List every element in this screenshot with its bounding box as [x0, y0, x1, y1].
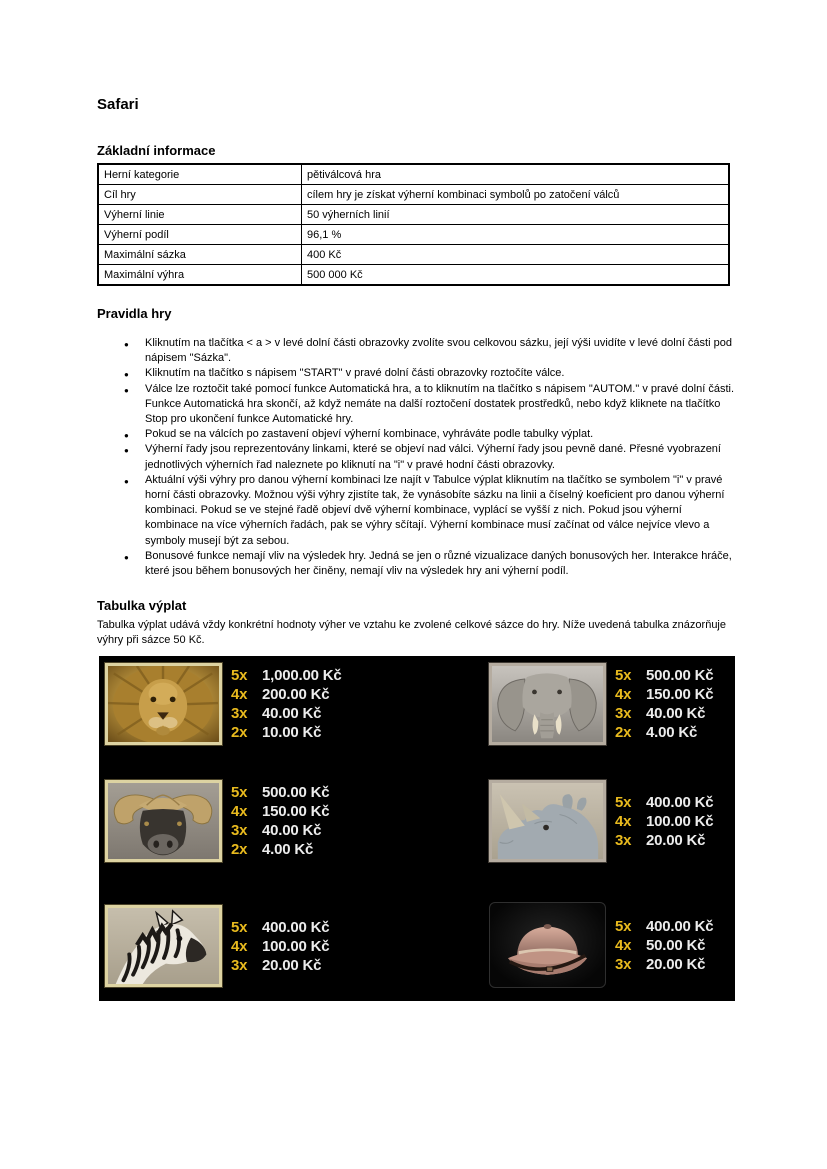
info-label: Cíl hry: [98, 185, 302, 205]
rhino-symbol-image: [489, 780, 606, 862]
win-multiplier: 4x: [231, 937, 248, 955]
elephant-symbol-image: [489, 663, 606, 745]
section-heading-rules: Pravidla hry: [97, 306, 172, 321]
zebra-symbol-image: [105, 905, 222, 987]
zebra-paytable-values: [231, 918, 329, 975]
win-amount: 20.00 Kč: [646, 831, 706, 849]
paytable-cell-zebra: [105, 905, 329, 987]
win-multiplier: 3x: [231, 705, 248, 722]
win-multiplier: 5x: [615, 667, 632, 684]
win-multiplier: 3x: [615, 705, 632, 722]
win-multiplier: 5x: [231, 784, 248, 801]
table-row: [98, 265, 729, 286]
win-amount: 50.00 Kč: [646, 936, 706, 954]
rule-item: ● Aktuální výši výhry pro danou výherní kombinaci lze najít v Tabulce výplat kliknutím na tlačítko se symbolem "i" v pravé horní části obrazovky. Možnou výši výhry zjistíte tak, že vynásobíte sázku na linii a číselný koeficient pro danou výherní kombinaci. Pokud se ve stejné řadě objeví dvě výherní kombinace, vyplácí se vyšší z nich. Pokud jsou výherní kombinace na více výherních řadách, pak se výhry sčítají. Výherní kombinace musí začínat od válce nejvíce vlevo a symboly musejí být za sebou.: [97, 473, 735, 549]
lion-symbol-image: [105, 663, 222, 745]
win-multiplier: 5x: [231, 918, 248, 936]
rule-item: ● Kliknutím na tlačítko s nápisem "START" v pravé dolní části obrazovky roztočíte válce.: [97, 366, 735, 381]
buffalo-symbol-image: [105, 780, 222, 862]
paytable-win-row: [231, 783, 329, 802]
buffalo-paytable-values: [231, 783, 329, 859]
elephant-paytable-values: [615, 666, 713, 742]
paytable-win-row: [615, 831, 713, 850]
info-value: 400 Kč: [302, 245, 730, 265]
table-row: [98, 164, 729, 185]
helmet-paytable-values: [615, 917, 713, 974]
paytable-cell-lion: [105, 663, 342, 745]
win-multiplier: 3x: [615, 955, 632, 973]
win-amount: 100.00 Kč: [262, 937, 330, 955]
info-value: cílem hry je získat výherní kombinaci symbolů po zatočení válců: [302, 185, 730, 205]
win-amount: 500.00 Kč: [262, 784, 330, 801]
win-amount: 150.00 Kč: [646, 686, 714, 703]
win-amount: 500.00 Kč: [646, 667, 714, 684]
win-amount: 400.00 Kč: [262, 918, 330, 936]
rule-item: ● Kliknutím na tlačítka < a > v levé dolní části obrazovky zvolíte svou celkovou sázku, její výši uvidíte v levé dolní části pod nápisem "Sázka".: [97, 336, 735, 366]
win-multiplier: 4x: [615, 686, 632, 703]
win-multiplier: 3x: [615, 831, 632, 849]
rule-item: ● Pokud se na válcích po zastavení objeví výherní kombinace, vyhráváte podle tabulky výplat.: [97, 427, 735, 442]
win-multiplier: 3x: [231, 822, 248, 839]
paytable-win-row: [231, 802, 329, 821]
helmet-symbol-image: [496, 909, 600, 981]
paytable-win-row: [231, 956, 329, 975]
info-label: Maximální výhra: [98, 265, 302, 286]
paytable-win-row: [615, 812, 713, 831]
helmet-tile: [489, 902, 606, 988]
win-multiplier: 5x: [615, 917, 632, 935]
win-amount: 400.00 Kč: [646, 793, 714, 811]
paytable-win-row: [615, 666, 713, 685]
rules-list: [97, 336, 735, 579]
paytable-win-row: [231, 704, 342, 723]
win-multiplier: 4x: [615, 936, 632, 954]
table-row: [98, 185, 729, 205]
rule-item: ● Bonusové funkce nemají vliv na výsledek hry. Jedná se jen o různé vizualizace daných bonusových her. Interakce hráče, které jsou během bonusových her činěny, nemají vliv na výsledek hry ani výherní podíl.: [97, 549, 735, 579]
section-heading-basic-info: Základní informace: [97, 143, 216, 158]
paytable-win-row: [231, 821, 329, 840]
win-multiplier: 2x: [231, 841, 248, 858]
paytable-win-row: [231, 918, 329, 937]
win-amount: 100.00 Kč: [646, 812, 714, 830]
win-multiplier: 4x: [231, 803, 248, 820]
section-heading-paytable: Tabulka výplat: [97, 598, 187, 613]
paytable-win-row: [615, 917, 713, 936]
win-amount: 10.00 Kč: [262, 724, 322, 741]
info-value: pětiválcová hra: [302, 164, 730, 185]
paytable-win-row: [615, 723, 713, 742]
rhino-paytable-values: [615, 793, 713, 850]
paytable-panel: [99, 656, 735, 1001]
win-multiplier: 2x: [231, 724, 248, 741]
win-amount: 1,000.00 Kč: [262, 667, 342, 684]
paytable-win-row: [615, 704, 713, 723]
win-multiplier: 3x: [231, 956, 248, 974]
win-amount: 400.00 Kč: [646, 917, 714, 935]
info-value: 500 000 Kč: [302, 265, 730, 286]
paytable-win-row: [615, 685, 713, 704]
win-multiplier: 5x: [231, 667, 248, 684]
paytable-win-row: [615, 955, 713, 974]
table-row: [98, 245, 729, 265]
paytable-win-row: [615, 793, 713, 812]
page-title: Safari: [97, 96, 139, 113]
paytable-win-row: [231, 937, 329, 956]
paytable-description: Tabulka výplat udává vždy konkrétní hodnoty výher ve vztahu ke zvolené celkové sázce do hry. Níže uvedená tabulka znázorňuje výhry při sázce 50 Kč.: [97, 619, 726, 647]
win-amount: 20.00 Kč: [262, 956, 322, 974]
rule-item: ● Výherní řady jsou reprezentovány linkami, které se objeví nad válci. Výherní řady jsou pevně dané. Přesné vyobrazení jednotlivých výherních řad naleznete po kliknutí na "i" v pravé hodní části obrazovky.: [97, 442, 735, 472]
lion-paytable-values: [231, 666, 342, 742]
paytable-win-row: [231, 723, 342, 742]
win-amount: 200.00 Kč: [262, 686, 330, 703]
info-label: Výherní podíl: [98, 225, 302, 245]
win-multiplier: 4x: [231, 686, 248, 703]
paytable-cell-elephant: [489, 663, 713, 745]
win-amount: 20.00 Kč: [646, 955, 706, 973]
paytable-cell-buffalo: [105, 780, 329, 862]
info-label: Maximální sázka: [98, 245, 302, 265]
win-multiplier: 2x: [615, 724, 632, 741]
rule-item: ● Válce lze roztočit také pomocí funkce Automatická hra, a to kliknutím na tlačítko s nápisem "AUTOM." v pravé dolní části. Funkce Automatická hra skončí, až když nemáte na další roztočení dostatek prostředků, nebo když kliknete na tlačítko Stop pro ukončení funkce Automatické hry.: [97, 382, 735, 428]
info-label: Herní kategorie: [98, 164, 302, 185]
win-multiplier: 4x: [615, 812, 632, 830]
paytable-win-row: [231, 666, 342, 685]
win-multiplier: 5x: [615, 793, 632, 811]
paytable-cell-rhino: [489, 780, 713, 862]
win-amount: 40.00 Kč: [646, 705, 706, 722]
win-amount: 4.00 Kč: [646, 724, 698, 741]
table-row: [98, 205, 729, 225]
win-amount: 150.00 Kč: [262, 803, 330, 820]
info-value: 50 výherních linií: [302, 205, 730, 225]
paytable-win-row: [231, 840, 329, 859]
win-amount: 4.00 Kč: [262, 841, 314, 858]
info-value: 96,1 %: [302, 225, 730, 245]
win-amount: 40.00 Kč: [262, 822, 322, 839]
paytable-win-row: [231, 685, 342, 704]
info-label: Výherní linie: [98, 205, 302, 225]
basic-info-table: [97, 163, 730, 286]
win-amount: 40.00 Kč: [262, 705, 322, 722]
paytable-win-row: [615, 936, 713, 955]
paytable-cell-helmet: [489, 902, 713, 988]
table-row: [98, 225, 729, 245]
